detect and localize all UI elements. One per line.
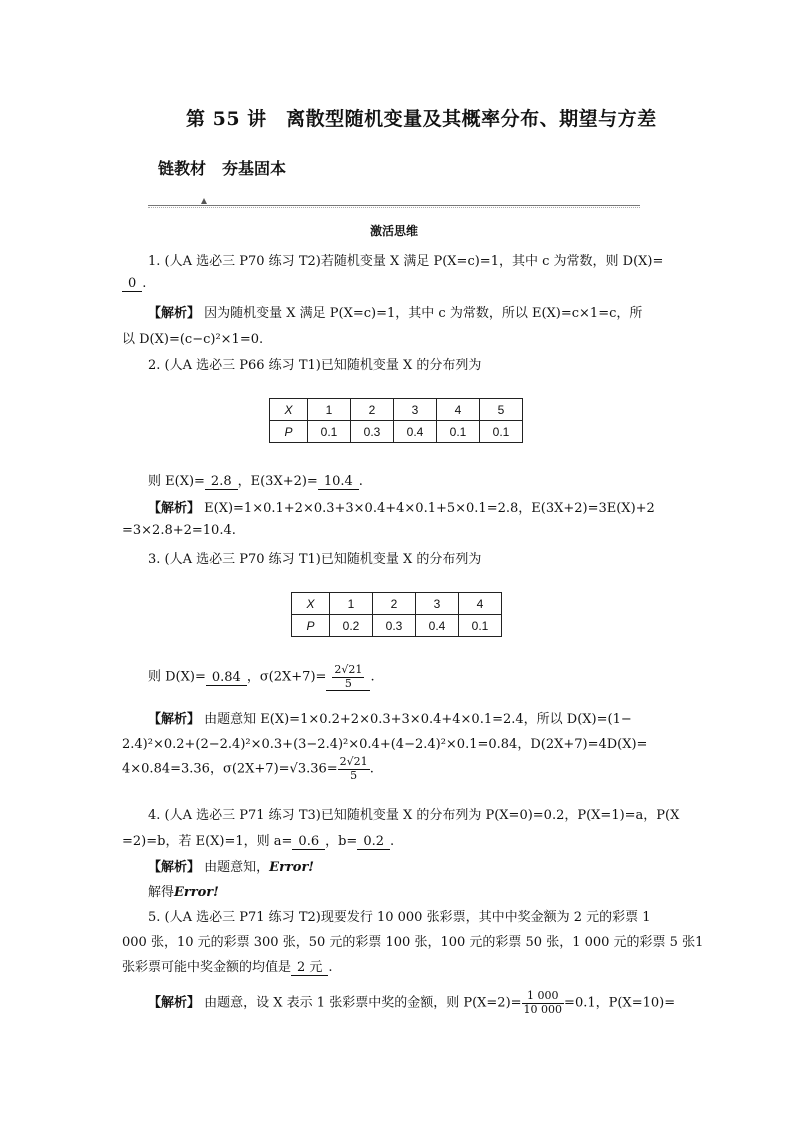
q5-solution: 【解析】 由题意，设 X 表示 1 张彩票中奖的金额，则 P(X=2)= $\frac{1 000}{10 000}$ =0.1，P(X=10)= <box>148 989 676 1016</box>
table-cell: 0.1 <box>480 421 523 443</box>
solution-tag: 【解析】 <box>148 501 201 516</box>
table-cell: 5 <box>480 399 523 421</box>
q1-solution: 【解析】 因为随机变量 X 满足 P(X=c)=1，其中 c 为常数，所以 E(X)=c×1=c，所 <box>148 306 643 321</box>
section-heading: 链教材 夯基固本 <box>158 159 287 178</box>
q1-text: 1. (人A 选必三 P70 练习 T2)若随机变量 X 满足 P(X=c)=1，其中 c 为常数，则 D(X)= <box>148 254 664 269</box>
q3-distribution-table <box>291 592 502 637</box>
table-cell: 0.4 <box>394 421 437 443</box>
table-cell: 1 <box>330 593 373 615</box>
subheading: 激活思维 <box>370 224 419 238</box>
table-cell: 4 <box>459 593 502 615</box>
table-row <box>270 399 523 421</box>
solution-tag: 【解析】 <box>148 860 201 875</box>
table-cell: P <box>270 421 308 443</box>
q5-answer-line: 张彩票可能中奖金额的均值是 2 元 . <box>122 960 333 975</box>
q5-text-cont: 000 张，10 元的彩票 300 张，50 元的彩票 100 张，100 元的彩票 50 张，1 000 元的彩票 5 张1 <box>122 935 704 950</box>
table-cell: 2 <box>351 399 394 421</box>
table-row <box>292 615 502 637</box>
q2-solution: 【解析】 E(X)=1×0.1+2×0.3+3×0.4+4×0.1+5×0.1=2.8，E(3X+2)=3E(X)+2 <box>148 501 655 516</box>
solution-tag: 【解析】 <box>148 995 201 1011</box>
q3-answer-1: 0.84 <box>206 671 247 686</box>
q1-answer-line: 0 . <box>122 276 146 292</box>
error-text: Error! <box>174 885 219 900</box>
q2-solution-cont: =3×2.8+2=10.4. <box>122 523 236 538</box>
q3-answer-line: 则 D(X)= 0.84 ，σ(2X+7)= $\frac{2√21}{5}$ . <box>148 663 375 690</box>
table-cell: P <box>292 615 330 637</box>
error-text: Error! <box>269 860 315 875</box>
divider <box>148 205 640 206</box>
table-cell: 0.4 <box>416 615 459 637</box>
q1-answer: 0 <box>122 277 142 292</box>
table-cell: 2 <box>373 593 416 615</box>
table-cell: 1 <box>308 399 351 421</box>
table-cell: X <box>270 399 308 421</box>
q1-solution-cont: 以 D(X)=(c−c)²×1=0. <box>122 332 264 347</box>
q4-answer-line: =2)=b，若 E(X)=1，则 a= 0.6 ，b= 0.2 . <box>122 834 395 849</box>
page-title: 第 55 讲 离散型随机变量及其概率分布、期望与方差 <box>186 108 657 130</box>
q2-distribution-table <box>269 398 523 443</box>
q3-solution-cont: 2.4)²×0.2+(2−2.4)²×0.3+(3−2.4)²×0.4+(4−2.4)²×0.1=0.84，D(2X+7)=4D(X)= <box>122 737 648 752</box>
table-cell: 0.3 <box>373 615 416 637</box>
divider-marker-icon <box>201 198 207 204</box>
table-cell: 0.2 <box>330 615 373 637</box>
q2-answer-2: 10.4 <box>318 475 359 490</box>
q4-answer-1: 0.6 <box>292 835 325 850</box>
table-cell: 0.3 <box>351 421 394 443</box>
q4-solution-cont: 解得Error! <box>148 885 219 900</box>
q4-answer-2: 0.2 <box>357 835 390 850</box>
q4-solution: 【解析】 由题意知，Error! <box>148 860 315 875</box>
q2-answer-line: 则 E(X)= 2.8 ，E(3X+2)= 10.4 . <box>148 474 363 489</box>
fraction: $\frac{2√21}{5}$ <box>339 755 368 782</box>
fraction: $\frac{1 000}{10 000}$ <box>523 989 563 1016</box>
table-row <box>270 421 523 443</box>
table-cell: 4 <box>437 399 480 421</box>
q2-answer-1: 2.8 <box>205 475 238 490</box>
table-cell: 3 <box>394 399 437 421</box>
q5-text: 5. (人A 选必三 P71 练习 T2)现要发行 10 000 张彩票，其中中奖金额为 2 元的彩票 1 <box>148 910 651 925</box>
table-cell: 0.1 <box>437 421 480 443</box>
q4-text: 4. (人A 选必三 P71 练习 T3)已知随机变量 X 的分布列为 P(X=0)=0.2，P(X=1)=a，P(X <box>148 808 680 823</box>
table-cell: 0.1 <box>308 421 351 443</box>
solution-tag: 【解析】 <box>148 712 201 727</box>
table-cell: X <box>292 593 330 615</box>
divider-dotted <box>148 207 640 208</box>
table-cell: 0.1 <box>459 615 502 637</box>
q2-text: 2. (人A 选必三 P66 练习 T1)已知随机变量 X 的分布列为 <box>148 358 482 373</box>
q3-solution: 【解析】 由题意知 E(X)=1×0.2+2×0.3+3×0.4+4×0.1=2.4，所以 D(X)=(1− <box>148 712 632 727</box>
q5-answer: 2 元 <box>291 961 328 976</box>
q3-answer-2 <box>326 664 370 691</box>
fraction: $\frac{2√21}{5}$ <box>334 663 363 690</box>
q3-text: 3. (人A 选必三 P70 练习 T1)已知随机变量 X 的分布列为 <box>148 552 482 567</box>
table-cell: 3 <box>416 593 459 615</box>
q3-solution-cont-2: 4×0.84=3.36，σ(2X+7)=√3.36= $\frac{2√21}{5}$ . <box>122 755 374 782</box>
solution-tag: 【解析】 <box>148 306 201 321</box>
table-row <box>292 593 502 615</box>
